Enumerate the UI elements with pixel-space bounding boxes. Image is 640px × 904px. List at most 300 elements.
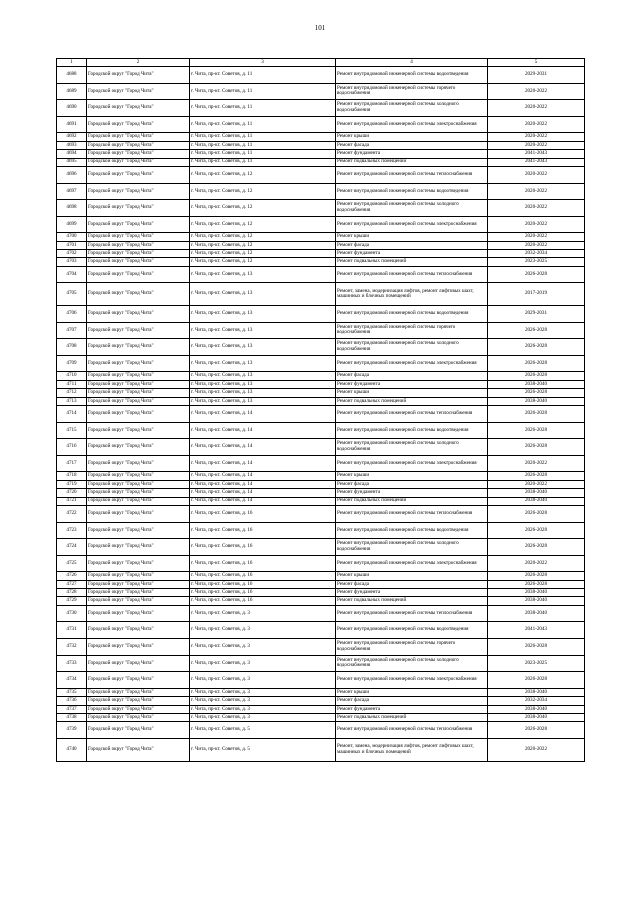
row-number: 4711 <box>57 380 87 388</box>
row-number: 4695 <box>57 158 87 166</box>
period-cell: 2026-2028 <box>488 266 585 283</box>
period-cell: 2026-2028 <box>488 672 585 689</box>
page-number: 101 <box>314 24 326 32</box>
address-cell: г. Чита, пр-кт. Советов, д. 3 <box>190 672 336 689</box>
row-number: 4697 <box>57 183 87 200</box>
address-cell: г. Чита, пр-кт. Советов, д. 11 <box>190 150 336 158</box>
period-cell: 2038-2040 <box>488 688 585 696</box>
address-cell: г. Чита, пр-кт. Советов, д. 13 <box>190 283 336 306</box>
period-cell: 2032-2034 <box>488 697 585 705</box>
work-type-cell: Ремонт внутридомовой инженерной системы холодного водоснабжения <box>336 200 488 217</box>
period-cell: 2026-2028 <box>488 389 585 397</box>
period-cell: 2020-2022 <box>488 555 585 572</box>
row-number: 4739 <box>57 722 87 739</box>
work-type-cell: Ремонт подвальных помещений <box>336 497 488 505</box>
address-cell: г. Чита, пр-кт. Советов, д. 11 <box>190 158 336 166</box>
table-row <box>57 380 585 388</box>
period-cell: 2020-2022 <box>488 100 585 117</box>
table-row <box>57 455 585 472</box>
address-cell: г. Чита, пр-кт. Советов, д. 11 <box>190 141 336 149</box>
municipality-cell: Городской округ "Город Чита" <box>87 580 190 588</box>
row-number: 4716 <box>57 439 87 456</box>
work-type-cell: Ремонт подвальных помещений <box>336 714 488 722</box>
table-row <box>57 655 585 672</box>
row-number: 4733 <box>57 655 87 672</box>
period-cell: 2026-2028 <box>488 522 585 539</box>
period-cell: 2032-2034 <box>488 250 585 258</box>
period-cell: 2041-2043 <box>488 622 585 639</box>
address-cell: г. Чита, пр-кт. Советов, д. 14 <box>190 497 336 505</box>
period-cell: 2026-2028 <box>488 580 585 588</box>
period-cell: 2020-2022 <box>488 739 585 762</box>
work-type-cell: Ремонт, замена, модернизация лифтов, ремонт лифтовых шахт, машинных и блочных помещений <box>336 739 488 762</box>
work-type-cell: Ремонт фасада <box>336 241 488 249</box>
table-row <box>57 497 585 505</box>
table-row <box>57 83 585 100</box>
address-cell: г. Чита, пр-кт. Советов, д. 16 <box>190 539 336 556</box>
row-number: 4736 <box>57 697 87 705</box>
table-row <box>57 472 585 480</box>
work-type-cell: Ремонт внутридомовой инженерной системы холодного водоснабжения <box>336 539 488 556</box>
row-number: 4705 <box>57 283 87 306</box>
period-cell: 2020-2022 <box>488 141 585 149</box>
municipality-cell: Городской округ "Город Чита" <box>87 233 190 241</box>
address-cell: г. Чита, пр-кт. Советов, д. 3 <box>190 639 336 656</box>
work-type-cell: Ремонт внутридомовой инженерной системы водоотведения <box>336 522 488 539</box>
table-row <box>57 266 585 283</box>
municipality-cell: Городской округ "Город Чита" <box>87 355 190 372</box>
work-type-cell: Ремонт подвальных помещений <box>336 258 488 266</box>
work-type-cell: Ремонт внутридомовой инженерной системы горячего водоснабжения <box>336 83 488 100</box>
row-number: 4703 <box>57 258 87 266</box>
period-cell: 2038-2040 <box>488 705 585 713</box>
row-number: 4712 <box>57 389 87 397</box>
row-number: 4701 <box>57 241 87 249</box>
work-type-cell: Ремонт фасада <box>336 141 488 149</box>
work-type-cell: Ремонт фасада <box>336 480 488 488</box>
period-cell: 2026-2028 <box>488 406 585 423</box>
municipality-cell: Городской округ "Город Чита" <box>87 739 190 762</box>
period-cell: 2020-2022 <box>488 166 585 183</box>
work-type-cell: Ремонт крыши <box>336 472 488 480</box>
work-type-cell: Ремонт фундамента <box>336 705 488 713</box>
address-cell: г. Чита, пр-кт. Советов, д. 3 <box>190 622 336 639</box>
table-row <box>57 67 585 84</box>
work-type-cell: Ремонт внутридомовой инженерной системы водоотведения <box>336 183 488 200</box>
table-row <box>57 439 585 456</box>
address-cell: г. Чита, пр-кт. Советов, д. 16 <box>190 505 336 522</box>
work-type-cell: Ремонт внутридомовой инженерной системы водоотведения <box>336 306 488 323</box>
column-number-row <box>57 59 585 67</box>
work-type-cell: Ремонт крыши <box>336 688 488 696</box>
table-row <box>57 389 585 397</box>
municipality-cell: Городской округ "Город Чита" <box>87 406 190 423</box>
table-row <box>57 100 585 117</box>
row-number: 4702 <box>57 250 87 258</box>
row-number: 4692 <box>57 133 87 141</box>
row-number: 4690 <box>57 100 87 117</box>
row-number: 4715 <box>57 422 87 439</box>
address-cell: г. Чита, пр-кт. Советов, д. 16 <box>190 522 336 539</box>
work-type-cell: Ремонт внутридомовой инженерной системы теплоснабжения <box>336 505 488 522</box>
address-cell: г. Чита, пр-кт. Советов, д. 13 <box>190 372 336 380</box>
municipality-cell: Городской округ "Город Чита" <box>87 133 190 141</box>
row-number: 4725 <box>57 555 87 572</box>
table-row <box>57 355 585 372</box>
row-number: 4723 <box>57 522 87 539</box>
work-type-cell: Ремонт внутридомовой инженерной системы горячего водоснабжения <box>336 639 488 656</box>
municipality-cell: Городской округ "Город Чита" <box>87 688 190 696</box>
municipality-cell: Городской округ "Город Чита" <box>87 522 190 539</box>
table-row <box>57 372 585 380</box>
address-cell: г. Чита, пр-кт. Советов, д. 14 <box>190 489 336 497</box>
period-cell: 2026-2028 <box>488 322 585 339</box>
period-cell: 2020-2022 <box>488 233 585 241</box>
row-number: 4732 <box>57 639 87 656</box>
address-cell: г. Чита, пр-кт. Советов, д. 5 <box>190 722 336 739</box>
period-cell: 2026-2028 <box>488 472 585 480</box>
table-row <box>57 241 585 249</box>
work-type-cell: Ремонт внутридомовой инженерной системы водоотведения <box>336 422 488 439</box>
municipality-cell: Городской округ "Город Чита" <box>87 166 190 183</box>
period-cell: 2038-2040 <box>488 497 585 505</box>
address-cell: г. Чита, пр-кт. Советов, д. 13 <box>190 306 336 323</box>
table-row <box>57 489 585 497</box>
work-type-cell: Ремонт внутридомовой инженерной системы электроснабжения <box>336 672 488 689</box>
municipality-cell: Городской округ "Город Чита" <box>87 722 190 739</box>
period-cell: 2023-2025 <box>488 258 585 266</box>
table-row <box>57 233 585 241</box>
address-cell: г. Чита, пр-кт. Советов, д. 13 <box>190 397 336 405</box>
row-number: 4688 <box>57 67 87 84</box>
period-cell: 2020-2022 <box>488 455 585 472</box>
address-cell: г. Чита, пр-кт. Советов, д. 11 <box>190 83 336 100</box>
municipality-cell: Городской округ "Город Чита" <box>87 714 190 722</box>
municipality-cell: Городской округ "Город Чита" <box>87 705 190 713</box>
work-type-cell: Ремонт внутридомовой инженерной системы горячего водоснабжения <box>336 322 488 339</box>
work-type-cell: Ремонт внутридомовой инженерной системы водоотведения <box>336 622 488 639</box>
period-cell: 2020-2022 <box>488 183 585 200</box>
row-number: 4740 <box>57 739 87 762</box>
row-number: 4719 <box>57 480 87 488</box>
row-number: 4706 <box>57 306 87 323</box>
municipality-cell: Городской округ "Город Чита" <box>87 150 190 158</box>
table-row <box>57 622 585 639</box>
table-row <box>57 688 585 696</box>
municipality-cell: Городской округ "Город Чита" <box>87 472 190 480</box>
period-cell: 2038-2040 <box>488 397 585 405</box>
address-cell: г. Чита, пр-кт. Советов, д. 11 <box>190 100 336 117</box>
municipality-cell: Городской округ "Город Чита" <box>87 480 190 488</box>
row-number: 4691 <box>57 116 87 133</box>
municipality-cell: Городской округ "Город Чита" <box>87 505 190 522</box>
table-row <box>57 697 585 705</box>
period-cell: 2023-2025 <box>488 655 585 672</box>
row-number: 4717 <box>57 455 87 472</box>
row-number: 4734 <box>57 672 87 689</box>
capital-repair-table <box>56 58 585 762</box>
row-number: 4722 <box>57 505 87 522</box>
period-cell: 2020-2022 <box>488 241 585 249</box>
address-cell: г. Чита, пр-кт. Советов, д. 12 <box>190 200 336 217</box>
period-cell: 2017-2019 <box>488 283 585 306</box>
row-number: 4735 <box>57 688 87 696</box>
address-cell: г. Чита, пр-кт. Советов, д. 12 <box>190 183 336 200</box>
row-number: 4737 <box>57 705 87 713</box>
period-cell: 2026-2028 <box>488 539 585 556</box>
address-cell: г. Чита, пр-кт. Советов, д. 14 <box>190 406 336 423</box>
period-cell: 2020-2022 <box>488 83 585 100</box>
table-row <box>57 480 585 488</box>
row-number: 4709 <box>57 355 87 372</box>
municipality-cell: Городской округ "Город Чита" <box>87 605 190 622</box>
address-cell: г. Чита, пр-кт. Советов, д. 3 <box>190 655 336 672</box>
period-cell: 2026-2028 <box>488 639 585 656</box>
work-type-cell: Ремонт подвальных помещений <box>336 597 488 605</box>
period-cell: 2026-2028 <box>488 505 585 522</box>
municipality-cell: Городской округ "Город Чита" <box>87 141 190 149</box>
address-cell: г. Чита, пр-кт. Советов, д. 5 <box>190 739 336 762</box>
address-cell: г. Чита, пр-кт. Советов, д. 3 <box>190 688 336 696</box>
table-row <box>57 141 585 149</box>
work-type-cell: Ремонт крыши <box>336 133 488 141</box>
row-number: 4738 <box>57 714 87 722</box>
work-type-cell: Ремонт внутридомовой инженерной системы теплоснабжения <box>336 605 488 622</box>
period-cell: 2026-2028 <box>488 339 585 356</box>
municipality-cell: Городской округ "Город Чита" <box>87 389 190 397</box>
period-cell: 2026-2028 <box>488 372 585 380</box>
address-cell: г. Чита, пр-кт. Советов, д. 12 <box>190 258 336 266</box>
municipality-cell: Городской округ "Город Чита" <box>87 697 190 705</box>
work-type-cell: Ремонт внутридомовой инженерной системы холодного водоснабжения <box>336 100 488 117</box>
period-cell: 2029-2031 <box>488 306 585 323</box>
municipality-cell: Городской округ "Город Чита" <box>87 258 190 266</box>
address-cell: г. Чита, пр-кт. Советов, д. 3 <box>190 714 336 722</box>
address-cell: г. Чита, пр-кт. Советов, д. 11 <box>190 116 336 133</box>
work-type-cell: Ремонт, замена, модернизация лифтов, ремонт лифтовых шахт, машинных и блочных помещений <box>336 283 488 306</box>
table-row <box>57 116 585 133</box>
municipality-cell: Городской округ "Город Чита" <box>87 100 190 117</box>
column-number: 3 <box>190 59 336 67</box>
column-number: 1 <box>57 59 87 67</box>
table-row <box>57 714 585 722</box>
work-type-cell: Ремонт фасада <box>336 697 488 705</box>
table-row <box>57 739 585 762</box>
municipality-cell: Городской округ "Город Чита" <box>87 241 190 249</box>
work-type-cell: Ремонт внутридомовой инженерной системы теплоснабжения <box>336 266 488 283</box>
table-row <box>57 605 585 622</box>
row-number: 4727 <box>57 580 87 588</box>
work-type-cell: Ремонт внутридомовой инженерной системы холодного водоснабжения <box>336 439 488 456</box>
table-row <box>57 589 585 597</box>
period-cell: 2026-2028 <box>488 355 585 372</box>
table-row <box>57 580 585 588</box>
municipality-cell: Городской округ "Город Чита" <box>87 322 190 339</box>
period-cell: 2041-2043 <box>488 150 585 158</box>
period-cell: 2020-2022 <box>488 200 585 217</box>
table-row <box>57 639 585 656</box>
address-cell: г. Чита, пр-кт. Советов, д. 13 <box>190 389 336 397</box>
table-row <box>57 722 585 739</box>
period-cell: 2020-2022 <box>488 480 585 488</box>
municipality-cell: Городской округ "Город Чита" <box>87 422 190 439</box>
row-number: 4689 <box>57 83 87 100</box>
municipality-cell: Городской округ "Город Чита" <box>87 200 190 217</box>
address-cell: г. Чита, пр-кт. Советов, д. 14 <box>190 472 336 480</box>
table-body <box>57 59 585 762</box>
address-cell: г. Чита, пр-кт. Советов, д. 3 <box>190 697 336 705</box>
address-cell: г. Чита, пр-кт. Советов, д. 13 <box>190 380 336 388</box>
row-number: 4713 <box>57 397 87 405</box>
table-row <box>57 705 585 713</box>
table-row <box>57 572 585 580</box>
work-type-cell: Ремонт крыши <box>336 233 488 241</box>
period-cell: 2038-2040 <box>488 597 585 605</box>
address-cell: г. Чита, пр-кт. Советов, д. 13 <box>190 355 336 372</box>
row-number: 4730 <box>57 605 87 622</box>
municipality-cell: Городской округ "Город Чита" <box>87 497 190 505</box>
table-row <box>57 397 585 405</box>
municipality-cell: Городской округ "Город Чита" <box>87 489 190 497</box>
row-number: 4699 <box>57 216 87 233</box>
address-cell: г. Чита, пр-кт. Советов, д. 14 <box>190 439 336 456</box>
period-cell: 2026-2028 <box>488 422 585 439</box>
table-row <box>57 183 585 200</box>
address-cell: г. Чита, пр-кт. Советов, д. 13 <box>190 266 336 283</box>
municipality-cell: Городской округ "Город Чита" <box>87 672 190 689</box>
column-number: 4 <box>336 59 488 67</box>
period-cell: 2041-2043 <box>488 158 585 166</box>
table-row <box>57 322 585 339</box>
municipality-cell: Городской округ "Город Чита" <box>87 266 190 283</box>
table-row <box>57 522 585 539</box>
municipality-cell: Городской округ "Город Чита" <box>87 380 190 388</box>
table-row <box>57 258 585 266</box>
period-cell: 2038-2040 <box>488 605 585 622</box>
municipality-cell: Городской округ "Город Чита" <box>87 539 190 556</box>
address-cell: г. Чита, пр-кт. Советов, д. 14 <box>190 480 336 488</box>
address-cell: г. Чита, пр-кт. Советов, д. 16 <box>190 589 336 597</box>
municipality-cell: Городской округ "Город Чита" <box>87 67 190 84</box>
work-type-cell: Ремонт внутридомовой инженерной системы теплоснабжения <box>336 722 488 739</box>
table-row <box>57 539 585 556</box>
work-type-cell: Ремонт крыши <box>336 389 488 397</box>
work-type-cell: Ремонт внутридомовой инженерной системы теплоснабжения <box>336 406 488 423</box>
municipality-cell: Городской округ "Город Чита" <box>87 283 190 306</box>
address-cell: г. Чита, пр-кт. Советов, д. 11 <box>190 67 336 84</box>
period-cell: 2026-2028 <box>488 572 585 580</box>
period-cell: 2020-2022 <box>488 133 585 141</box>
work-type-cell: Ремонт внутридомовой инженерной системы электроснабжения <box>336 116 488 133</box>
work-type-cell: Ремонт внутридомовой инженерной системы электроснабжения <box>336 455 488 472</box>
municipality-cell: Городской округ "Город Чита" <box>87 372 190 380</box>
municipality-cell: Городской округ "Город Чита" <box>87 183 190 200</box>
period-cell: 2029-2031 <box>488 67 585 84</box>
row-number: 4698 <box>57 200 87 217</box>
work-type-cell: Ремонт внутридомовой инженерной системы электроснабжения <box>336 355 488 372</box>
work-type-cell: Ремонт внутридомовой инженерной системы холодного водоснабжения <box>336 339 488 356</box>
work-type-cell: Ремонт фундамента <box>336 150 488 158</box>
municipality-cell: Городской округ "Город Чита" <box>87 555 190 572</box>
work-type-cell: Ремонт фасада <box>336 580 488 588</box>
table-row <box>57 216 585 233</box>
address-cell: г. Чита, пр-кт. Советов, д. 3 <box>190 605 336 622</box>
row-number: 4721 <box>57 497 87 505</box>
address-cell: г. Чита, пр-кт. Советов, д. 12 <box>190 166 336 183</box>
municipality-cell: Городской округ "Город Чита" <box>87 639 190 656</box>
address-cell: г. Чита, пр-кт. Советов, д. 13 <box>190 339 336 356</box>
municipality-cell: Городской округ "Город Чита" <box>87 455 190 472</box>
work-type-cell: Ремонт внутридомовой инженерной системы электроснабжения <box>336 216 488 233</box>
period-cell: 2038-2040 <box>488 589 585 597</box>
address-cell: г. Чита, пр-кт. Советов, д. 3 <box>190 705 336 713</box>
address-cell: г. Чита, пр-кт. Советов, д. 14 <box>190 455 336 472</box>
municipality-cell: Городской округ "Город Чита" <box>87 622 190 639</box>
work-type-cell: Ремонт фасада <box>336 372 488 380</box>
municipality-cell: Городской округ "Город Чита" <box>87 339 190 356</box>
row-number: 4708 <box>57 339 87 356</box>
municipality-cell: Городской округ "Город Чита" <box>87 250 190 258</box>
work-type-cell: Ремонт фундамента <box>336 380 488 388</box>
address-cell: г. Чита, пр-кт. Советов, д. 11 <box>190 133 336 141</box>
table-row <box>57 555 585 572</box>
row-number: 4720 <box>57 489 87 497</box>
address-cell: г. Чита, пр-кт. Советов, д. 12 <box>190 233 336 241</box>
address-cell: г. Чита, пр-кт. Советов, д. 16 <box>190 572 336 580</box>
municipality-cell: Городской округ "Город Чита" <box>87 158 190 166</box>
table-row <box>57 158 585 166</box>
table-row <box>57 133 585 141</box>
column-number: 5 <box>488 59 585 67</box>
row-number: 4696 <box>57 166 87 183</box>
table-row <box>57 672 585 689</box>
row-number: 4731 <box>57 622 87 639</box>
address-cell: г. Чита, пр-кт. Советов, д. 14 <box>190 422 336 439</box>
period-cell: 2020-2022 <box>488 216 585 233</box>
table-row <box>57 505 585 522</box>
work-type-cell: Ремонт фундамента <box>336 589 488 597</box>
period-cell: 2038-2040 <box>488 714 585 722</box>
work-type-cell: Ремонт фундамента <box>336 489 488 497</box>
work-type-cell: Ремонт крыши <box>336 572 488 580</box>
period-cell: 2026-2028 <box>488 722 585 739</box>
row-number: 4726 <box>57 572 87 580</box>
row-number: 4704 <box>57 266 87 283</box>
table-row <box>57 306 585 323</box>
work-type-cell: Ремонт фундамента <box>336 250 488 258</box>
row-number: 4728 <box>57 589 87 597</box>
table-row <box>57 150 585 158</box>
period-cell: 2026-2028 <box>488 439 585 456</box>
work-type-cell: Ремонт внутридомовой инженерной системы теплоснабжения <box>336 166 488 183</box>
row-number: 4700 <box>57 233 87 241</box>
municipality-cell: Городской округ "Город Чита" <box>87 116 190 133</box>
period-cell: 2038-2040 <box>488 489 585 497</box>
table-row <box>57 250 585 258</box>
period-cell: 2020-2022 <box>488 116 585 133</box>
column-number: 2 <box>87 59 190 67</box>
row-number: 4714 <box>57 406 87 423</box>
work-type-cell: Ремонт внутридомовой инженерной системы водоотведения <box>336 67 488 84</box>
row-number: 4694 <box>57 150 87 158</box>
row-number: 4710 <box>57 372 87 380</box>
address-cell: г. Чита, пр-кт. Советов, д. 12 <box>190 216 336 233</box>
table-row <box>57 406 585 423</box>
row-number: 4724 <box>57 539 87 556</box>
table-row <box>57 283 585 306</box>
work-type-cell: Ремонт внутридомовой инженерной системы электроснабжения <box>336 555 488 572</box>
table-row <box>57 200 585 217</box>
